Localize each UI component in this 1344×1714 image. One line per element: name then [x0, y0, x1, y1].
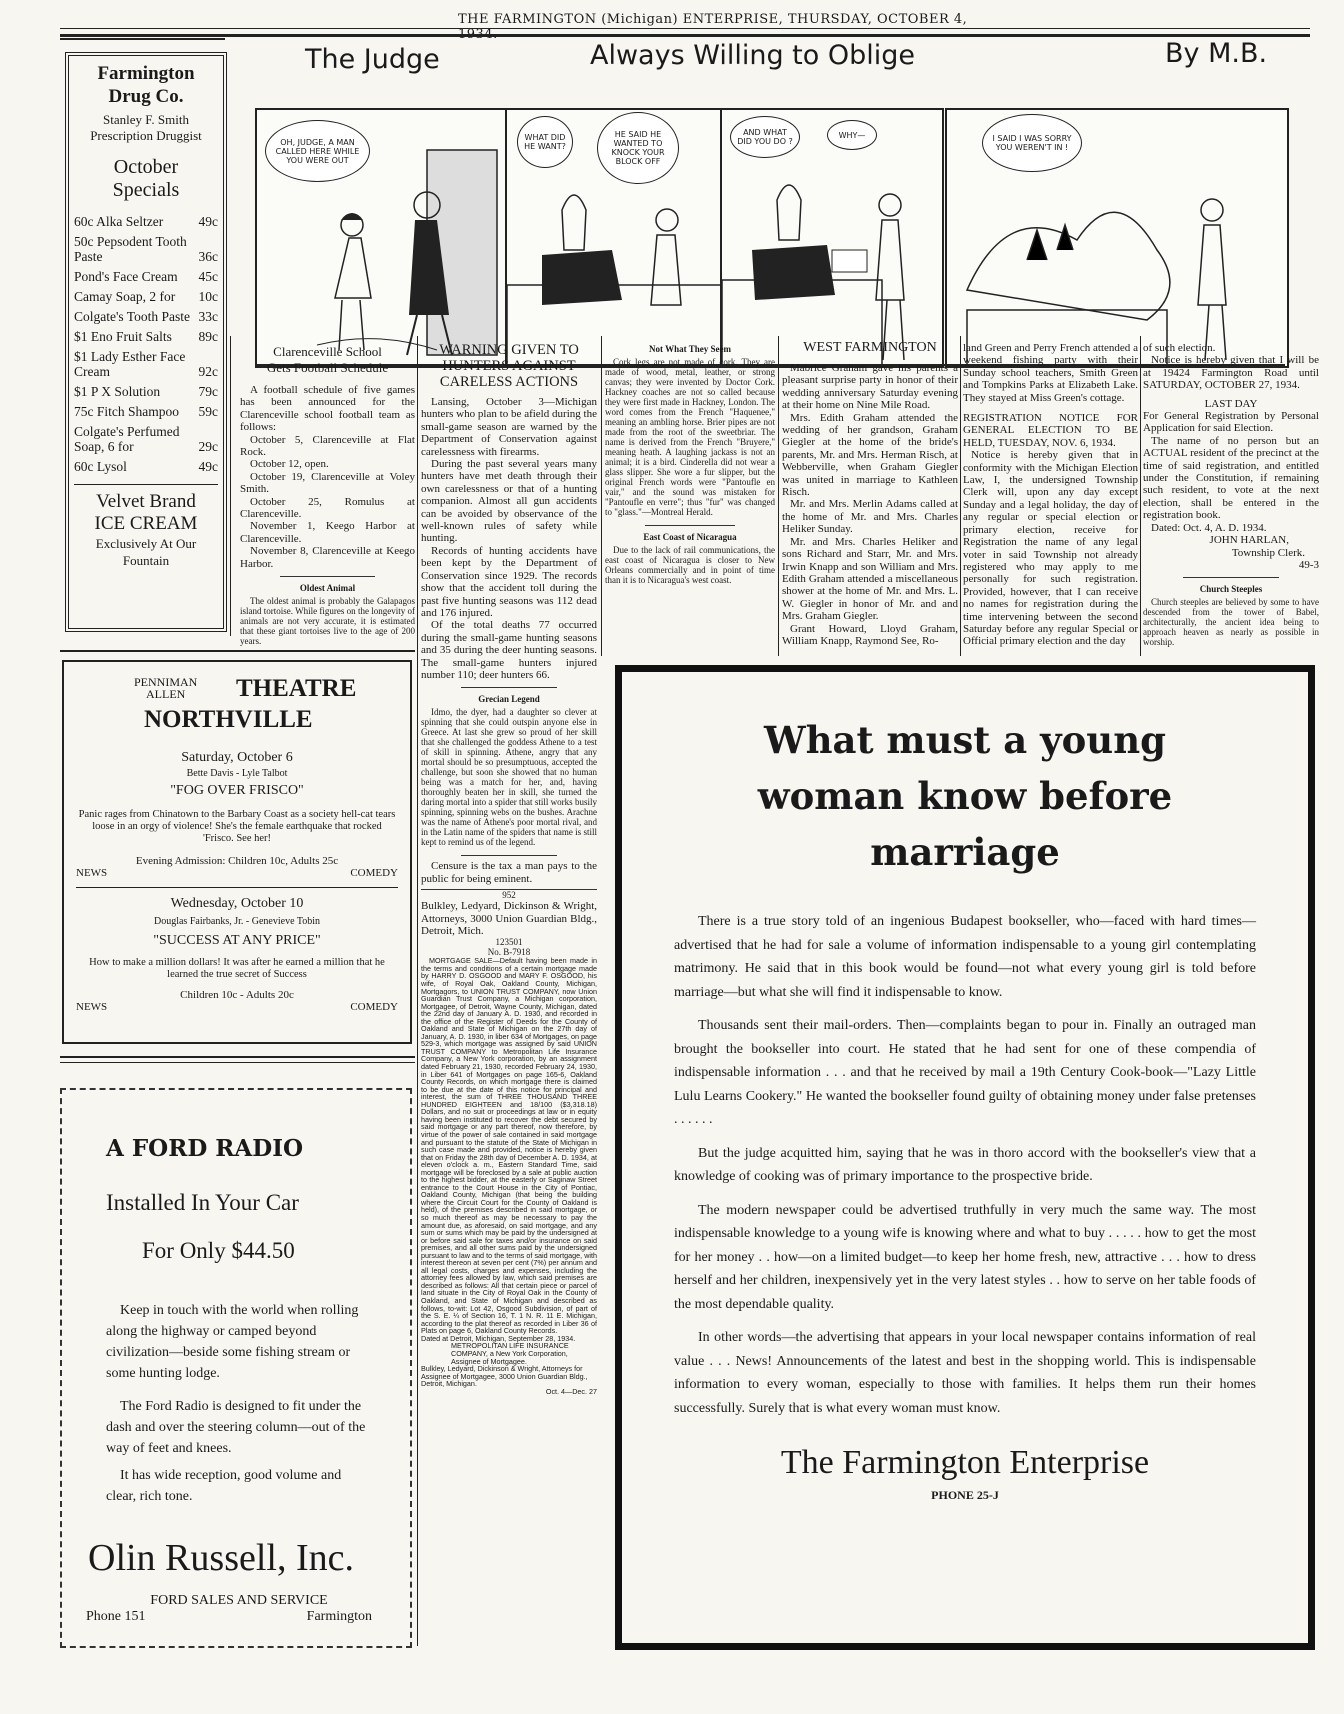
game-item: October 25, Romulus at Clarenceville. [240, 495, 415, 521]
velvet-fountain: Fountain [122, 553, 170, 568]
game-item: October 19, Clarenceville at Voley Smith. [240, 470, 415, 496]
special-item: $1 Eno Fruit Salts 89c [74, 329, 218, 344]
velvet-brand: Velvet Brand [96, 491, 196, 512]
ford-paragraph: The Ford Radio is designed to fit under the dash and over the steering column—out of the way of feet and knees. [106, 1399, 366, 1456]
enterprise-paragraph: But the judge acquitted him, saying that he was in thoro accord with the bookseller's view that a knowledge of cooking was of primary importance to the prospective bride. [674, 1145, 1256, 1184]
column-rule [230, 336, 231, 636]
article-paragraph: The name of no person but an ACTUAL resident of the precinct at the time of said registration, and entitled under the Constitution, if remaining such resident, to vote at the next election, shall be entered in the registration book. [1143, 434, 1319, 522]
article-headline: Clarenceville School [273, 344, 382, 359]
comic-title: The Judge [305, 44, 440, 75]
article-headline-2: Gets Football Schedule [266, 360, 389, 375]
article-headline: WARNING GIVEN TO [439, 342, 579, 358]
filler-headline: Church Steeples [1199, 584, 1263, 595]
article-paragraph: land Green and Perry French attended a weekend fishing party with their Sunday school teachers, Smith Green and Tompkins Parks at Elizabeth Lake. They stayed at Miss Green's cottage. [963, 342, 1138, 404]
drug-co-role: Prescription Druggist [90, 128, 202, 143]
game-item: November 1, Keego Harbor at Clarenceville. [240, 520, 415, 545]
comedy-label: COMEDY [350, 1001, 398, 1013]
showing-description: How to make a million dollars! It was after he earned a million that he learned the true secret of Success [89, 957, 385, 980]
ford-paragraph: Keep in touch with the world when rolling along the highway or camped beyond civilization—beside some fishing stream or some hunting lodge. [106, 1303, 359, 1381]
registration-article [963, 342, 1138, 648]
dealer-phone: Phone 151 [86, 1609, 146, 1624]
comic-art-figures [947, 110, 1287, 366]
special-item: Camay Soap, 2 for 10c [74, 289, 218, 304]
filler-headline: Not What They Seem [649, 344, 731, 354]
ford-paragraph: It has wide reception, good volume and clear, rich tone. [106, 1468, 342, 1504]
dealer-town: Farmington [306, 1609, 372, 1624]
ford-radio-ad [60, 1088, 412, 1648]
theatre-city: NORTHVILLE [144, 706, 313, 733]
filler-text: Censure is the tax a man pays to the public for being eminent. [421, 860, 597, 885]
comic-panel-2 [505, 108, 724, 368]
comic-subtitle: Always Willing to Oblige [590, 40, 916, 71]
news-label: NEWS [76, 867, 108, 879]
ford-subhead: Installed In Your Car [106, 1190, 299, 1215]
speech-bubble: WHY— [827, 120, 877, 150]
registration-article-cont [1143, 342, 1319, 647]
article-paragraph: Mabrice Graham gave his parents a pleasant surprise party in honor of their wedding anniversary Saturday evening at their home on Nine Mile Road. [782, 362, 958, 412]
signature: JOHN HARLAN, [1209, 534, 1289, 547]
divider [60, 1056, 415, 1058]
article-paragraph: Dated: Oct. 4, A. D. 1934. [1151, 521, 1267, 534]
special-item: 75c Fitch Shampoo 59c [74, 404, 218, 419]
enterprise-phone: PHONE 25-J [931, 1488, 999, 1502]
filler-headline: East Coast of Nicaragua [643, 532, 737, 542]
legal-number: 952 [502, 890, 516, 901]
special-item: 60c Lysol 49c [74, 459, 218, 474]
showing-admission: Evening Admission: Children 10c, Adults 25c [135, 855, 339, 867]
article-paragraph: Mrs. Edith Graham attended the wedding of her grandson, Graham Giegler at the home of the bride's parents, Mr. and Mrs. Herman Risch, at Webberville, when Graham Giegler was united in marriage to Kathleen Risch. [782, 411, 958, 499]
comic-art-figures [722, 110, 942, 366]
ford-headline: A FORD RADIO [106, 1135, 303, 1162]
article-paragraph: Lansing, October 3—Michigan hunters who plan to be afield during the small-game season are warned by the Department of Conservation against carelessness with firearms. [421, 396, 597, 458]
comic-byline: By M.B. [1165, 38, 1268, 69]
article-paragraph: Notice is hereby given that I will be at 19424 Farmington Road until SATURDAY, OCTOBER 27, 1934. [1143, 354, 1319, 392]
masthead: THE FARMINGTON (Michigan) ENTERPRISE, THURSDAY, OCTOBER 4, [458, 12, 968, 27]
legal-firm: Bulkley, Ledyard, Dickinson & Wright, Attorneys, 3000 Union Guardian Bldg., Detroit, Mich. [421, 900, 597, 937]
article-paragraph: of such election. [1143, 342, 1216, 354]
enterprise-paragraph: There is a true story told of an ingenious Budapest bookseller, who—faced with hard times—advertised that he had for sale a volume of information indispensable to a young girl contemplating matrimony. He said that in this book would be found—not what every young girl is told before marriage—but what she will find it indispensable to know. [674, 914, 1256, 1000]
column-rule [960, 336, 961, 656]
speech-bubble: HE SAID HE WANTED TO KNOCK YOUR BLOCK OFF [597, 112, 679, 184]
masthead-rule-thick [60, 34, 1310, 37]
special-item: 60c Alka Seltzer 49c [74, 214, 218, 229]
game-item: October 5, Clarenceville at Flat Rock. [240, 433, 415, 459]
theatre-owner-2: ALLEN [146, 687, 186, 701]
comic-art-figures [507, 110, 722, 366]
drug-co-ad [65, 52, 227, 632]
drug-co-name-2: Drug Co. [108, 86, 184, 107]
enterprise-ad [615, 665, 1315, 1650]
special-item: $1 Lady Esther Face Cream 92c [74, 349, 218, 379]
article-headline: WEST FARMINGTON [803, 340, 937, 355]
column-rule [1140, 336, 1141, 656]
comic-panel-1 [255, 108, 509, 368]
showing-film: "SUCCESS AT ANY PRICE" [153, 933, 321, 948]
legal-notice-text: MORTGAGE SALE—Default having been made in the terms and conditions of a certain mortgage made by HARRY D. OSGOOD and MARY F. OSGOOD, his wife, of Royal Oak, Oakland County, Michigan, Mortgagors, to UNION TRUST COMPANY, now Union Guardian Trust Company, a Michigan corporation, Mortgagee, of Detroit, Wayne County, Michigan, dated the 22nd day of January A. D. 1930, and recorded in the office of the Register of Deeds for the County of Oakland and State of Michigan on the 27th day of January, A. D. 1930, in liber 634 of Mortgages, on page 529-3, which mortgage was assigned by said UNION TRUST COMPANY to Metropolitan Life Insurance Company, a New York corporation, by an assignment dated February 21, 1930, recorded February 24, 1930, in Liber 641 of Mortgages on page 165-6, Oakland County Records, on which mortgage there is claimed to be due at the date of this notice for principal and interest, the sum of THREE THOUSAND THREE HUNDRED EIGHTEEN and 18/100 ($3,318.18) Dollars, and no suit or proceedings at law or in equity having been instituted to recover the debt secured by said mortgage or any part thereof, now therefore, by virtue of the power of sale contained in said mortgage and pursuant to the statute of the State of Michigan in such case made and provided, notice is hereby given that on Friday the 28th day of December A. D. 1934, at eleven o'clock a. m., Eastern Standard Time, said mortgage will be foreclosed by a sale at public auction to the highest bidder, at the easterly or Saginaw Street entrance to the Court House in the City of Pontiac, Oakland County, Michigan (that being the building where the Circuit Court for the County of Oakland is held), of the premises described in said mortgage, or so much thereof as may be necessary to pay the amount due, as aforesaid, on said mortgage, and any sum or sums which may be paid by the undersigned at or before said sale for taxes and/or insurance on said premises, and all other sums paid by the undersigned pursuant to law and to the terms of said mortgage, with interest thereon at seven per cent (7%) per annum and all legal costs, charges and expenses, including the attorney fees allowed by law, which said premises are described as follows: All that certain piece or parcel of land situate in the City of Royal Oak in the County of Oakland, and State of Michigan and described as follows, to-wit: Lot 42, Osgood Subdivision, of part of the S. E. ¼ of Section 16, T. 1 N. R. 11 E. Michigan, according to the plat thereof as recorded in Liber 36 of Plats on page 6, Oakland County Records. [421, 956, 597, 1336]
special-item: Colgate's Tooth Paste 33c [74, 309, 218, 324]
specials-heading: October [113, 156, 179, 178]
legal-case: 123501 [495, 937, 523, 948]
showing-film: "FOG OVER FRISCO" [170, 783, 304, 798]
velvet-exclusive: Exclusively At Our [95, 536, 197, 551]
comic-art-figures [257, 110, 507, 366]
registration-text: Notice is hereby given that in conformity with the Michigan Election Law, I, the undersigned Township Clerk will, upon any day except Sunday and a legal holiday, the day of any regular or special election or primary election, receive for Registration the name of any legal voter in said Township not already registered who may apply to me personally for such registration. Provided, however, that I can receive no names for registration during the time intervening between the second Saturday before any regular Special or Official primary election and the day [963, 449, 1138, 648]
notice-number: 49-3 [1298, 558, 1319, 571]
divider [60, 38, 225, 40]
masthead-rule [60, 28, 1310, 29]
divider [60, 650, 415, 652]
comic-panel-3 [720, 108, 944, 368]
specials-list [74, 214, 218, 474]
article-paragraph: During the past several years many hunters have met death through their own carelessness or that of a hunting companion. Almost all gun accidents can be avoided by observance of the well-known rules of safety while hunting. [421, 458, 597, 545]
theatre-owner: PENNIMAN [134, 675, 198, 689]
registration-headline: REGISTRATION NOTICE FOR GENERAL ELECTION TO BE HELD, TUESDAY, NOV. 6, 1934. [963, 412, 1138, 449]
enterprise-paragraph: In other words—the advertising that appears in your local newspaper contains information of real value . . . News! Announcements of the latest and best in the shopping world. This is indispensable information to every woman, especially to those with families. It helps them run their homes successfully. Surely that is what every woman must know. [674, 1330, 1256, 1416]
special-item: Colgate's Perfumed Soap, 6 for 29c [74, 424, 218, 454]
column-rule [417, 336, 418, 1646]
velvet-ice-cream: ICE CREAM [94, 513, 198, 534]
showing-cast: Douglas Fairbanks, Jr. - Genevieve Tobin [153, 916, 321, 927]
warning-article [421, 342, 597, 1395]
comic-strip [235, 38, 1310, 333]
filler-text: Due to the lack of rail communications, the east coast of Nicaragua is closer to New Orleans commercially and in point of time than it is to Nicaragua's west coast. [605, 545, 775, 585]
special-item: Pond's Face Cream 45c [74, 269, 218, 284]
drug-co-name: Farmington [97, 63, 195, 84]
specials-heading-2: Specials [112, 179, 180, 201]
article-paragraph: For General Registration by Personal Application for said Election. [1143, 410, 1319, 435]
speech-bubble: OH, JUDGE, A MAN CALLED HERE WHILE YOU WERE OUT [265, 120, 370, 182]
enterprise-name: The Farmington Enterprise [780, 1444, 1150, 1481]
enterprise-headline: What must a young woman know before marriage [757, 718, 1173, 874]
legal-case-2: No. B-7918 [487, 947, 531, 958]
article-paragraph: Mr. and Mrs. Merlin Adams called at the home of Mr. and Mrs. Charles Heliker Sunday. [782, 498, 958, 536]
column-rule [601, 336, 602, 656]
last-day: LAST DAY [1204, 397, 1258, 410]
drug-co-owner: Stanley F. Smith [103, 112, 189, 127]
legal-company: METROPOLITAN LIFE INSURANCE COMPANY, a New York Corporation, Assignee of Mortgagee. [451, 1341, 569, 1366]
showing-description: Panic rages from Chinatown to the Barbary Coast as a society hell-cat tears loose in an orgy of violence! She's the female earthquake that rocked 'Frisco. See her! [78, 809, 396, 844]
column-rule [778, 336, 779, 656]
ford-price: For Only $44.50 [142, 1238, 295, 1263]
showing-admission: Children 10c - Adults 20c [180, 989, 294, 1001]
filler-headline: Grecian Legend [478, 694, 540, 705]
game-item: November 8, Clarenceville at Keego Harbor. [240, 545, 415, 570]
west-farmington-article [782, 340, 958, 647]
enterprise-paragraph: The modern newspaper could be advertised truthfully in very much the same way. The most indispensable knowledge to a young wife is knowing where and what to buy . . . . . how to get the most for her money . . how—on a limited budget—to keep her home fresh, new, attractive . . . how to dress herself and her children, inexpensively yet in the very latest styles . . how to serve on her table foods of the most dependable quality. [674, 1202, 1256, 1312]
special-item: $1 P X Solution 79c [74, 384, 218, 399]
comedy-label: COMEDY [350, 867, 398, 879]
divider [60, 1062, 415, 1063]
clarenceville-article [240, 344, 415, 646]
filler-text: Church steeples are believed by some to have descended from the tower of Babel, architecturally, the ancient idea being to approach heaven as nearly as possible in worship. [1143, 597, 1319, 648]
article-headline-3: CARELESS ACTIONS [439, 374, 579, 390]
filler-text: Idmo, the dyer, had a daughter so clever at spinning that she could outspin anyone else in Greece. At last she grew so proud of her skill that she challenged the goddess Athene to a test of skill in spinning. Athene, angry that any mortal should be so presumptuous, accepted the challenge, but soon she showed that no human being was a match for her, and, having thoroughly beaten her in skill, she turned the daring mortal into a spider that still works busily spinning, spinning webs on the bushes. Arachne was the name of Athene's poor mortal rival, and in the Latin name of the spiders that name is still kept to remind us of the legend. [421, 707, 597, 848]
speech-bubble: WHAT DID HE WANT? [517, 116, 573, 168]
showing-cast: Bette Davis - Lyle Talbot [186, 768, 288, 779]
legal-dates: Oct. 4—Dec. 27 [545, 1386, 597, 1396]
article-paragraph: Of the total deaths 77 occurred during the small-game hunting seasons and 35 during the deer hunting seasons. The small-game hunters injured number 110; deer hunters 66. [421, 619, 597, 681]
cork-article [605, 344, 775, 585]
signature-title: Township Clerk. [1231, 546, 1305, 559]
speech-bubble: AND WHAT DID YOU DO ? [730, 116, 800, 158]
legal-dated: Dated at Detroit, Michigan, September 28, 1934. [421, 1333, 576, 1343]
article-paragraph: Mr. and Mrs. Charles Heliker and sons Richard and Starr, Mr. and Mrs. Irwin Knapp and son William and Mrs. Edith Graham attended a miscellaneous shower at the home of Mr. and Mrs. L. W. Giegler in honor of Mr. and and Mrs. Graham Giegler. [782, 535, 958, 623]
showing-date: Saturday, October 6 [181, 750, 293, 765]
article-paragraph: A football schedule of five games has been announced for the Clarenceville school football team as follows: [240, 384, 415, 434]
speech-bubble: I SAID I WAS SORRY YOU WEREN'T IN ! [982, 114, 1082, 172]
article-paragraph: Records of hunting accidents have been kept by the Department of Conservation since 1929. The records show that the accident toll during the past five hunting seasons was 112 dead and 176 injured. [421, 544, 597, 619]
dealer-name: Olin Russell, Inc. [88, 1537, 354, 1579]
comic-panel-4 [945, 108, 1289, 368]
game-item: October 12, open. [250, 458, 329, 471]
showing-date: Wednesday, October 10 [170, 896, 304, 911]
enterprise-paragraph: Thousands sent their mail-orders. Then—complaints began to pour in. Finally an outraged man brought the bookseller into court. He stated that he had sent for one of these compendia of indispensable information . . . and that he received by mail a 19th Century Cook-book—"Lazy Little Lulu Learns Cookery." He wanted the bookseller found guilty of obtaining money under false pretenses . . . . . . [674, 1018, 1256, 1127]
filler-text: The oldest animal is probably the Galapagos island tortoise. While figures on the longevity of animals are not very accurate, it is estimated that these giant tortoises live to the age of 200 years. [240, 596, 415, 647]
article-headline-2: HUNTERS AGAINST [442, 358, 576, 374]
dealer-service: FORD SALES AND SERVICE [150, 1593, 328, 1608]
filler-text: Cork legs are not made of cork. They are made of wood, metal, leather, or strong canvas; they were invented by Doctor Cork. Hackney coaches are not so called because they were first made in Hackney, London. The word comes from the French "Haquenee," meaning an ambling horse. Brier pipes are not made from the root of the sweetbriar. The name is derived from the French "Bruyere," meaning heath. A laughing jackass is not an animal; it is a bird. Cinderella did not wear a glass slipper. She wore a fur slipper, but the original French words were "Pantoufle en vair," and the sound was mistaken for "Pantoufle en verre"; thus "fur" was changed to "glass."—Montreal Herald. [605, 357, 775, 517]
filler-headline: Oldest Animal [299, 583, 356, 594]
legal-attorneys: Bulkley, Ledyard, Dickinson & Wright, Attorneys for Assignee of Mortgagee, 3000 Union Guardian Bldg., Detroit, Michigan. [421, 1364, 588, 1389]
theatre-ad [62, 660, 412, 1044]
special-item: 50c Pepsodent Tooth Paste 36c [74, 234, 218, 264]
news-label: NEWS [76, 1001, 108, 1013]
theatre-name: THEATRE [236, 675, 357, 702]
article-paragraph: Grant Howard, Lloyd Graham, William Knapp, Raymond See, Ro- [782, 622, 958, 647]
